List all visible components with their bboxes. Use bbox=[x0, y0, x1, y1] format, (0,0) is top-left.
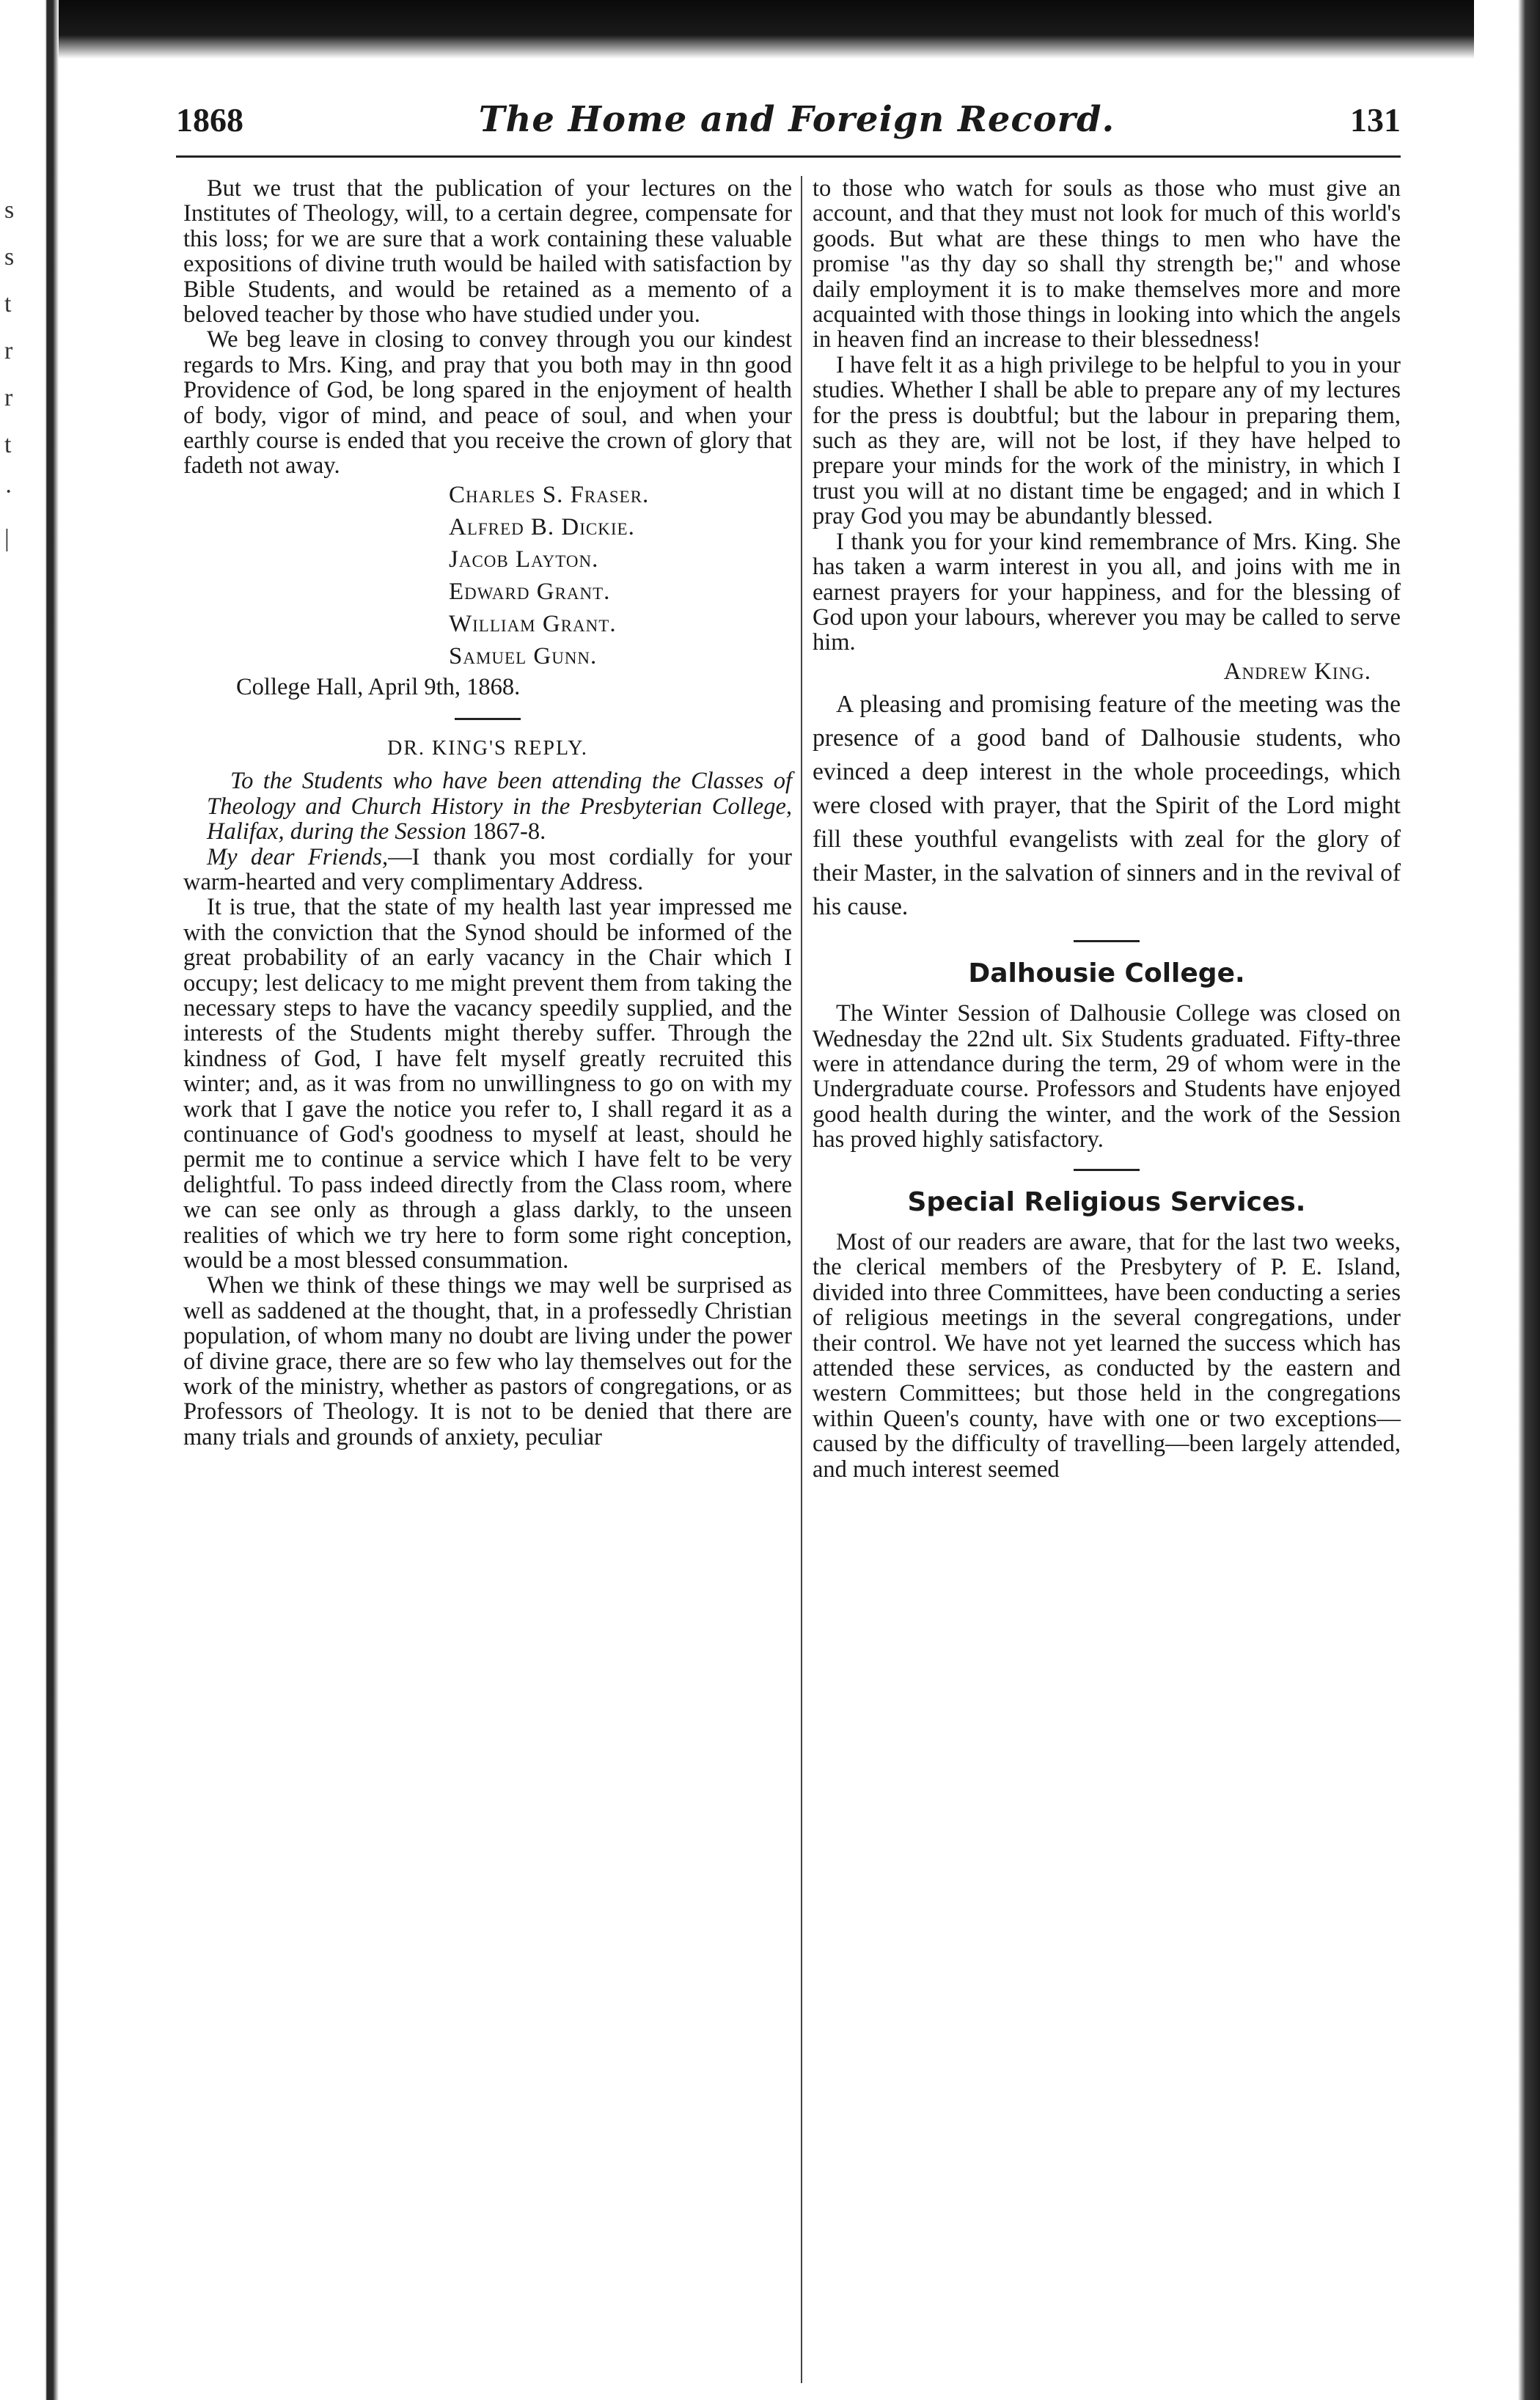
page-number: 131 bbox=[1349, 100, 1401, 139]
reply-heading: DR. KING'S REPLY. bbox=[387, 736, 588, 760]
signatories bbox=[183, 479, 792, 672]
column-divider bbox=[801, 176, 802, 2383]
salutation-rest: —I thank you most cordially for your warm-hearted and very complimentary Address. bbox=[183, 843, 792, 895]
paragraph: I have felt it as a high privilege to be helpful to you in your studies. Whether I shall be able to prepare any of my lectures for the press is doubtful; but the labour in preparing them, such as they are, will not be lost, if they have helped to prepare your minds for the work of the ministry, in which I trust you will at no distant time be engaged; and in which I pray God you may be abundantly blessed. bbox=[813, 351, 1401, 530]
reply-signature: Andrew King. bbox=[1223, 658, 1371, 685]
scan-right-edge bbox=[1474, 0, 1540, 2400]
header-year: 1868 bbox=[176, 100, 243, 139]
paragraph: I thank you for your kind remembrance of Mrs. King. She has taken a warm interest in you all, and joins with me in earnest prayers for your happiness, and for the blessing of God upon your labours, wherever you may be called to serve him. bbox=[813, 528, 1401, 656]
margin-marks bbox=[4, 187, 34, 562]
section-heading: Special Religious Services. bbox=[907, 1186, 1306, 1217]
margin-mark: r bbox=[4, 384, 13, 411]
header-rule bbox=[176, 155, 1401, 158]
section-heading: Dalhousie College. bbox=[968, 958, 1245, 988]
margin-mark: s bbox=[4, 243, 15, 271]
paragraph: The Winter Session of Dalhousie College was closed on Wednesday the 22nd ult. Six Students graduated. Fifty-three were in attendance during the term, 29 of whom were in the Undergraduate course. Professors and Students have enjoyed good health during the winter, and the work of the Session has proved highly satisfactory. bbox=[813, 1000, 1401, 1153]
paragraph: A pleasing and promising feature of the meeting was the presence of a good band of Dalhousie students, who evinced a deep interest in the whole proceedings, which were closed with prayer, that the Spirit of the Lord might fill these youthful evangelists with zeal for the glory of their Master, in the salvation of sinners and in the revival of his cause. bbox=[813, 690, 1401, 920]
signatory-name: Edward Grant. bbox=[449, 578, 611, 605]
margin-mark: | bbox=[4, 525, 10, 552]
page-header bbox=[176, 94, 1401, 145]
paragraph: When we think of these things we may well be surprised as well as saddened at the thought, that, in a professedly Christian population, of whom many no doubt are living under the power of divine grace, there are so few who lay themselves out for the work of the ministry, whether as pastors of congregations, or as Professors of Theology. It is not to be denied that there are many trials and grounds of anxiety, peculiar bbox=[183, 1272, 792, 1450]
margin-mark: s bbox=[4, 197, 15, 224]
paragraph: Most of our readers are aware, that for the last two weeks, the clerical members of the Presbytery of P. E. Island, divided into three Committees, have been conducting a series of religious meetings in the several congregations, under their control. We have not yet learned the success which has attended these services, as conducted by the eastern and western Committees; but those held in the congregations within Queen's county, have with one or two exceptions—caused by the difficulty of travelling—been largely attended, and much interest seemed bbox=[813, 1228, 1401, 1483]
salutation: My dear Friends, bbox=[207, 843, 389, 870]
margin-mark: t bbox=[4, 431, 12, 458]
signatory-name: William Grant. bbox=[449, 610, 617, 637]
section-rule bbox=[1074, 1169, 1140, 1171]
section-rule bbox=[1074, 940, 1140, 942]
left-column bbox=[183, 176, 792, 1450]
signatory-name: Alfred B. Dickie. bbox=[449, 513, 635, 540]
paragraph: to those who watch for souls as those who must give an account, and that they must not look for much of this world's goods. But what are these things to men who have the promise "as thy day so shall thy strength be;" and whose daily employment it is to make themselves more and more acquainted with those things in looking into which the angels in heaven find an increase to their blessedness! bbox=[813, 175, 1401, 353]
paragraph: We beg leave in closing to convey through you our kindest regards to Mrs. King, and pray that you both may in thn good Providence of God, be long spared in the enjoyment of health of body, vigor of mind, and peace of soul, and when your earthly course is ended that you receive the crown of glory that fadeth not away. bbox=[183, 326, 792, 480]
paragraph: It is true, that the state of my health last year impressed me with the conviction that the Synod should be informed of the great probability of an early vacancy in the Chair which I occupy; lest delicacy to me might prevent them from taking the necessary steps to have the vacancy speedily supplied, and the interests of the Students might thereby suffer. Through the kindness of God, I have felt myself greatly recruited this winter; and, as it was from no unwillingness to go on with my work that I gave the notice you refer to, I shall regard it as a continuance of God's goodness to myself at least, should he permit me to continue a service which I have felt to be very delightful. To pass indeed directly from the Class room, where we can see only as through a glass darkly, to the unseen realities of which we try here to form some right conception, would be a most blessed consummation. bbox=[183, 894, 792, 1274]
paragraph: But we trust that the publication of your lectures on the Institutes of Theology, will, to a certain degree, compensate for this loss; for we are sure that a work containing these valuable expositions of divine truth would be hailed with satisfaction by Bible Students, and would be retained as a memento of a beloved teacher by those who have studied under you. bbox=[183, 175, 792, 329]
address-line bbox=[183, 768, 792, 844]
margin-mark: r bbox=[4, 337, 13, 364]
signatory-name: Jacob Layton. bbox=[449, 546, 599, 573]
section-rule bbox=[455, 718, 521, 720]
address-italic: To the Students who have been attending the Classes of Theology and Church History in the Presbyterian College, Halifax, during the Session bbox=[207, 768, 792, 845]
signatory-name: Charles S. Fraser. bbox=[449, 481, 650, 508]
signatory-name: Samuel Gunn. bbox=[449, 642, 598, 669]
margin-mark: · bbox=[4, 478, 13, 505]
right-column bbox=[813, 176, 1401, 1482]
journal-title: The Home and Foreign Record. bbox=[478, 99, 1115, 140]
salutation-paragraph bbox=[183, 845, 792, 895]
address-session: 1867-8. bbox=[466, 818, 546, 845]
margin-mark: t bbox=[4, 290, 12, 318]
place-date: College Hall, April 9th, 1868. bbox=[236, 673, 521, 700]
scan-top-edge bbox=[0, 0, 1540, 59]
